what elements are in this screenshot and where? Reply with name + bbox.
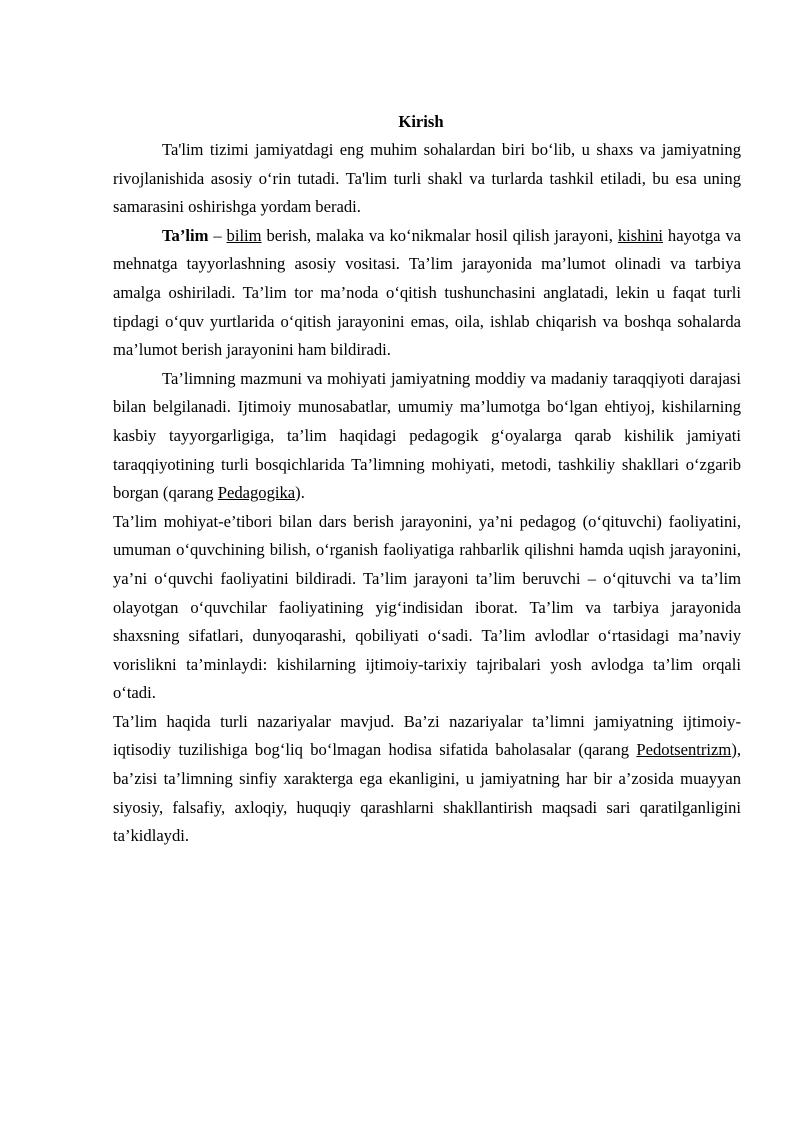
theories-text-1: Ta’lim haqida turli nazariyalar mavjud. Ba’zi nazariyalar ta’limni jamiyatning ijtimoiy-iqtisodiy tuzilishiga bog‘liq bo‘lmagan hodisa sifatida baholasalar (qarang <box>113 711 741 760</box>
paragraph-theories <box>113 708 741 851</box>
paragraph-content <box>113 365 741 508</box>
paragraph-definition <box>113 222 741 365</box>
link-kishini[interactable]: kishini <box>617 225 664 245</box>
document-page <box>113 108 741 851</box>
document-title: Kirish <box>398 112 444 131</box>
definition-text-2: hayotga va mehnatga tayyorlashning asosiy vositasi. Ta’lim jarayonida ma’lumot olinadi va tarbiya amalga oshiriladi. Ta’lim tor ma’noda o‘qitish tushunchasini anglatadi, lekin u faqat turli tipdagi o‘quv yurtlarida o‘qitish jarayonini emas, oila, ishlab chiqarish va boshqa sohalarda ma’lumot berish jarayonini ham bildiradi. <box>113 225 742 360</box>
link-pedagogika[interactable]: Pedagogika <box>217 483 296 503</box>
link-pedotsentrizm[interactable]: Pedotsentrizm <box>636 740 732 760</box>
definition-text-1: berish, malaka va ko‘nikmalar hosil qilish jarayoni, <box>261 225 618 245</box>
theories-text-2: ), ba’zisi ta’limning sinfiy xarakterga ega ekanligini, u jamiyatning har bir a’zosida muayyan siyosiy, falsafiy, axloqiy, huquqiy qarashlarni shakllantirish maqsadi sari qaratilganligini ta’kidlaydi. <box>113 740 741 846</box>
paragraph-intro: Ta'lim tizimi jamiyatdagi eng muhim sohalardan biri bo‘lib, u shaxs va jamiyatning rivojlanishida asosiy o‘rin tutadi. Ta'lim turli shakl va turlarda tashkil etiladi, bu esa uning samarasini oshirishga yordam beradi. <box>113 140 741 217</box>
paragraph-essence: Ta’lim mohiyat-e’tibori bilan dars berish jarayonini, ya’ni pedagog (o‘qituvchi) faoliyatini, umuman o‘quvchining bilish, o‘rganish faoliyatiga rahbarlik qilishni hamda uqish jarayonini, ya’ni o‘quvchi faoliyatini bildiradi. Ta’lim jarayoni ta’lim beruvchi – o‘qituvchi va ta’lim olayotgan o‘quvchilar faoliyatining yig‘indisidan iborat. Ta’lim va tarbiya jarayonida shaxsning sifatlari, dunyoqarashi, qobiliyati o‘sadi. Ta’lim avlodlar o‘rtasidagi ma’naviy vorislikni ta’minlaydi: kishilarning ijtimoiy-tarixiy tajribalari yosh avlodga ta’lim orqali o‘tadi. <box>113 511 741 703</box>
content-end: ). <box>295 483 305 503</box>
content-text: Ta’limning mazmuni va mohiyati jamiyatning moddiy va madaniy taraqqiyoti darajasi bilan belgilanadi. Ijtimoiy munosabatlar, umumiy ma’lumotga bo‘lgan ehtiyoj, kishilarning kasbiy tayyorgarligiga, ta’lim haqidagi pedagogik g‘oyalarga qarab kishilik jamiyati taraqqiyotining turli bosqichlarida Ta’limning mohiyati, metodi, tashkiliy shakllari o‘zgarib borgan (qarang <box>113 368 741 503</box>
term-talim: Ta’lim <box>162 225 209 245</box>
link-bilim[interactable]: bilim <box>226 225 262 245</box>
dash: – <box>208 225 227 245</box>
